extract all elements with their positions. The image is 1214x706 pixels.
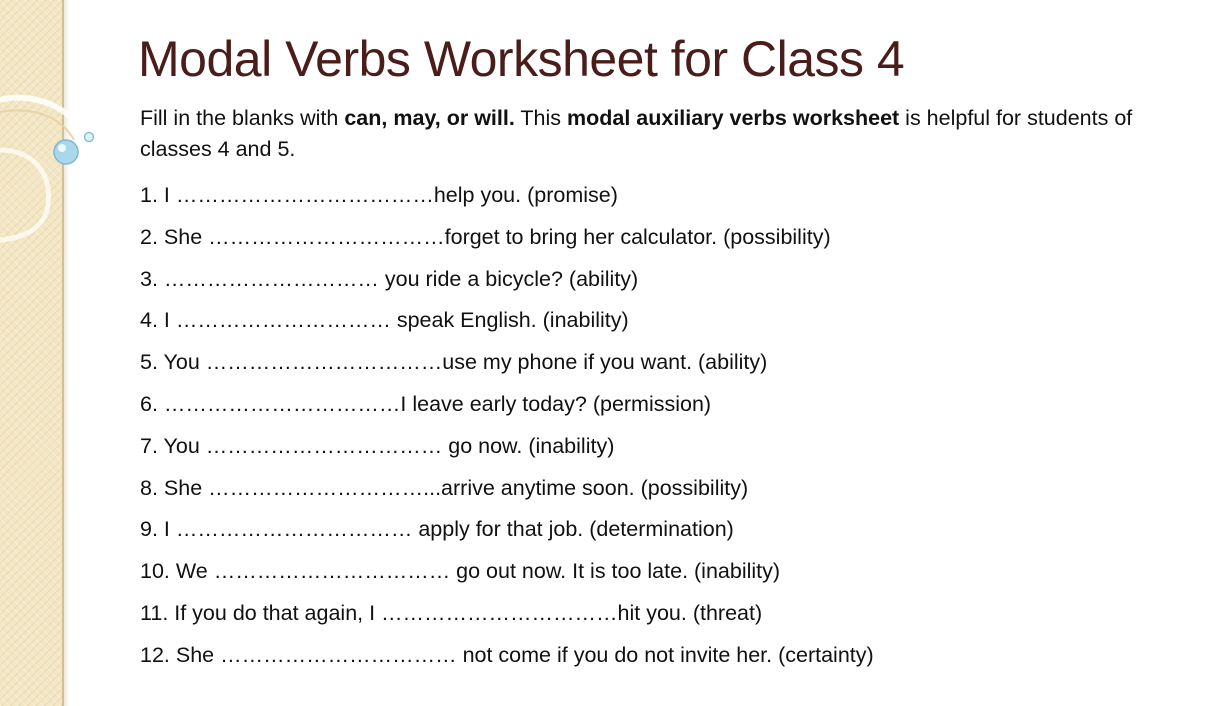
question-item: 9. I …………………………… apply for that job. (determination) (140, 517, 734, 542)
worksheet-content (140, 103, 1180, 677)
question-item: 3. ………………………… you ride a bicycle? (ability) (140, 266, 639, 291)
intro-text-3: is helpful for students of classes 4 and 5. (140, 106, 1133, 161)
bubble-large-icon (54, 140, 78, 164)
question-item: 10. We …………………………… go out now. It is too late. (inability) (140, 559, 781, 584)
question-list (140, 175, 1180, 677)
question-item: 1. I ………………………………help you. (promise) (140, 183, 618, 207)
intro-bold-2: modal auxiliary verbs worksheet (567, 106, 900, 130)
question-item: 2. She ……………………………forget to bring her calculator. (possibility) (140, 224, 831, 249)
question-item: 8. She …………………………...arrive anytime soon. (possibility) (140, 475, 749, 500)
question-item: 4. I ………………………… speak English. (inability) (140, 308, 629, 333)
decorative-swirl-icon (0, 0, 120, 300)
question-item: 11. If you do that again, I ……………………………hit you. (threat) (140, 600, 763, 625)
intro-bold-1: can, may, or will. (344, 106, 515, 130)
question-item: 7. You …………………………… go now. (inability) (140, 433, 615, 458)
bubble-small-icon (85, 133, 94, 142)
intro-text-2: This (514, 106, 567, 130)
page-title: Modal Verbs Worksheet for Class 4 (138, 31, 905, 87)
intro-paragraph (140, 103, 1180, 165)
intro-text-1: Fill in the blanks with (140, 106, 345, 130)
question-item: 6. ……………………………I leave early today? (permission) (140, 391, 712, 416)
question-item: 5. You ……………………………use my phone if you want. (ability) (140, 350, 768, 375)
question-item: 12. She …………………………… not come if you do not invite her. (certainty) (140, 642, 874, 667)
